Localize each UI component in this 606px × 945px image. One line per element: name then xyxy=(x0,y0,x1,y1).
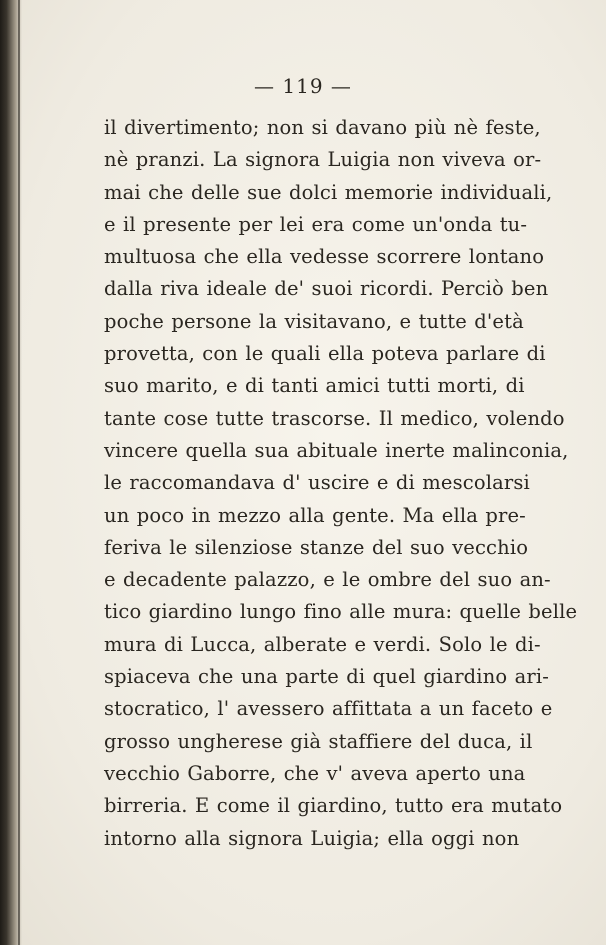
text-line: spiaceva che una parte di quel giardino ari- xyxy=(104,665,550,689)
text-line: il divertimento; non si davano più nè feste, xyxy=(104,116,541,139)
text-line: le raccomandava d' uscire e di mescolarsi xyxy=(104,471,530,495)
page-number: — 119 — xyxy=(254,74,352,98)
text-line: tico giardino lungo fino alle mura: quelle belle xyxy=(104,600,578,624)
text-line: tante cose tutte trascorse. Il medico, volendo xyxy=(104,406,565,430)
text-line: suo marito, e di tanti amici tutti morti, di xyxy=(104,374,525,398)
text-line: multuosa che ella vedesse scorrere lontano xyxy=(104,245,545,269)
text-line: mura di Lucca, alberate e verdi. Solo le di- xyxy=(104,632,541,656)
body-text xyxy=(104,112,578,855)
text-line: birreria. E come il giardino, tutto era mutato xyxy=(104,794,563,818)
text-line: intorno alla signora Luigia; ella oggi non xyxy=(104,826,520,850)
text-line: feriva le silenziose stanze del suo vecchio xyxy=(104,535,529,559)
text-line: poche persone la visitavano, e tutte d'età xyxy=(104,309,524,333)
text-line: dalla riva ideale de' suoi ricordi. Perciò ben xyxy=(104,277,549,301)
text-line: nè pranzi. La signora Luigia non viveva or- xyxy=(104,148,542,172)
text-line: grosso ungherese già staffiere del duca, il xyxy=(104,729,533,753)
text-line: provetta, con le quali ella poteva parlare di xyxy=(104,342,546,366)
text-line: vecchio Gaborre, che v' aveva aperto una xyxy=(104,761,526,785)
text-line: un poco in mezzo alla gente. Ma ella pre- xyxy=(104,503,526,527)
text-line: stocratico, l' avessero affittata a un faceto e xyxy=(104,697,553,721)
text-line: mai che delle sue dolci memorie individuali, xyxy=(104,180,553,204)
text-line: e decadente palazzo, e le ombre del suo an- xyxy=(104,568,551,592)
text-line: vincere quella sua abituale inerte malinconia, xyxy=(104,438,569,462)
text-line: e il presente per lei era come un'onda tu- xyxy=(104,212,528,236)
book-binding-edge xyxy=(18,0,20,945)
